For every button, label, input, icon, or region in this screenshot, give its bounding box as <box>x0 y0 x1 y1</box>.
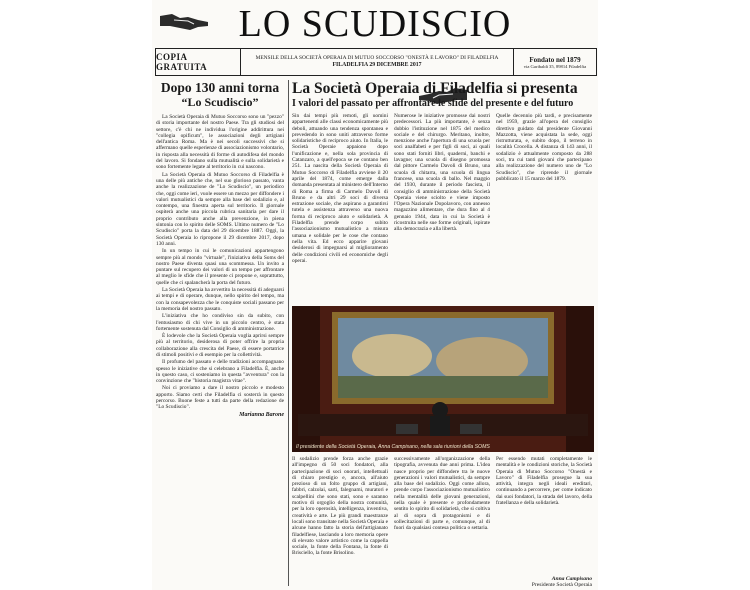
paragraph: Il profumo del passato e delle tradizioni accompagnano spesso le iniziative che si celebrano a Filadelfia. È, anche in questo caso, ci sosteniamo in questa "avventura" con la convinzione che "historia magistra vitae". <box>156 359 284 385</box>
meeting-room-image <box>292 306 594 452</box>
left-article-signature: Marianna Barone <box>239 411 284 418</box>
paragraph: La Società Operaia ha avvertito la necessità di adeguarsi ai tempi e di operare, dunque, nello spirito del tempo, ma con la consapevolezza che le conquiste sociali passano per la memoria del nostro passato. <box>156 287 284 312</box>
masthead <box>152 2 598 46</box>
main-article-columns <box>292 113 594 301</box>
publisher-line: MENSILE DELLA SOCIETÀ OPERAIA DI MUTUO SOCCORSO "ONESTÀ E LAVORO" DI FILADELFIA <box>255 55 499 61</box>
bottom-columns <box>292 456 594 576</box>
photo-caption: Il presidente della Società Operaia, Anna Campisano, nella sala riunioni della SOMS <box>296 444 490 450</box>
article-photo <box>292 306 594 452</box>
paragraph: L'iniziativa che ho condiviso sin da subito, con l'entusiasmo di chi vive in un piccolo centro, è stata fortemente sostenuta dal Consiglio di amministrazione. <box>156 313 284 332</box>
left-article-subtitle: “Lo Scudiscio” <box>181 95 259 109</box>
left-article <box>156 80 284 590</box>
paragraph: In un tempo in cui le comunicazioni appartengono sempre più al mondo "virtuale", l'iniziativa della Soms del nostro Paese diventa quasi una scommessa. Un invito a puntare sul recupero dei valori di un tempo per affrontare al meglio le sfide che il presente ci propone e, soprattutto, quelle che ci spalancherà la porta del futuro. <box>156 248 284 286</box>
article-column: Sin dai tempi più remoti, gli uomini appartenenti alle classi economicamente più deboli, attuando una tendenza spontanea e prevedendo in sono uniti attraverso forme solidaristiche di reciproco aiuto. In Italia, le Società Operaie appaiono dopo l'unificazione e, nella sola provincia di Catanzaro, a quell'epoca se ne contano ben 251. La nascita della Società Operaia di Mutuo Soccorso di Filadelfia avviene il 20 aprile del 1874, come emerge dalla domanda presentata al ministero dell'Interno di Roma a firma di Carmelo Davoli di Bruno e da altri 29 soci di diversa estrazione sociale, che aspirano a garantirsi tutela e assistenza attraverso una nuova forma di reciproco aiuto e solidarietà. A Filadelfia prende corpo subito l'associazionismo mutualistico a misura umana e solidale per le cose che contano nella vita. Ed ecco apparire giovani desiderosi di impegnarsi al miglioramento delle condizioni civili ed economiche degli operai. <box>292 113 388 264</box>
left-article-title: Dopo 130 anni torna <box>160 80 280 95</box>
main-article-signature <box>482 576 592 588</box>
article-column: Il sodalizio prende forza anche grazie all'impegno di 50 soci fondatori, alla partecipazione di soci onorari, intellettuali di chiaro prestigio e, ancora, all'aiuto prezioso di un folto gruppo di artigiani, fabbri, calzolai, sarti, falegnami, muratori e scalpellini che sono stati, sono e saranno motivo di orgoglio della nostra comunità, per la loro operosità, intelligenza, inventiva, creatività e arte. Le più grandi maestranze locali sono transitate nella Società Operaia e alcune hanno fatto la storia dell'artigianato filadelfiese, lasciando a loro memoria opere di elevato valore artistico come la cappella sociale, la fonte della Fontana, la fonte di Brisciello, la fonte Brisolino. <box>292 456 388 557</box>
article-column: Quelle decennio più tardi, e precisamente nel 1959, grazie all'opera del consiglio direttivo guidato dal presidente Giovanni Mazzotta, viene acquistata la sede, oggi ristrutturata, e, subito dopo, il terreno in località Crocella. A distanza di 143 anni, il sodalizio è attualmente composto da 288 soci, tra cui tanti giovani che partecipano alla realizzazione del numero uno de "Lo Scudiscio", che riprende il giornale pubblicato il 15 marzo del 1879. <box>496 113 592 182</box>
paragraph: La Società Operaia di Mutuo Soccorso sono un "pezzo" di storia importante del nostro Paese. Tra gli studiosi del settore, c'è chi ne individua l'origine addirittura nei "collegia opificum", le associazioni degli artigiani dell'antica Roma. Ma è nei secoli successivi che si affermano quelle esperienze di associazionismo volontario, in risposta alla necessità di forme di autodifesa del mondo del lavoro. Si fondano sulla mutualità e sulla solidarietà e sono fortemente legate al territorio in cui nascono. <box>156 114 284 171</box>
column-divider <box>288 80 289 586</box>
signature-role: Presidente Società Operaia <box>531 582 592 588</box>
founded-label: Fondato nel 1879 <box>529 55 581 64</box>
newspaper-page <box>152 0 598 590</box>
issue-date: FILADELFIA 29 DICEMBRE 2017 <box>332 62 422 68</box>
publication-info <box>241 49 514 75</box>
article-column: successivamente all'organizzazione della tipografia, avvenuta due anni prima. L'idea nasce proprio per diffondere tra le nuove generazioni i valori mutualistici, da sempre alla base del sodalizio. Oggi come allora, prende corpo l'associazionismo mutualistico nella mentalità delle giovani generazioni, nella quale è presente e profondamente sentito lo spirito di solidarietà, che si coltiva al di sopra di protagonismi e di sollecitazioni di parte e, comunque, al di fuori da qualsiasi contesa politica o settaria. <box>394 456 490 532</box>
info-bar <box>155 48 597 76</box>
article-column: Numerose le iniziative promosse dai nostri predecessori. La più importante, è senza dubbio l'istituzione nel 1875 del medico sociale e del chirurgo. Meritano, inoltre, menzione anche l'apertura di una scuola per soci analfabeti e per figli di soci, ai quali sono stati forniti libri, quaderni, banchi e lavagne; una scuola di disegno promossa dal pittore Carmelo Davoli di Bruno, una scuola di chitarra, una scuola di lingua francese, una scuola di ballo. Nel maggio del 1930, durante il periodo fascista, il consiglio di amministrazione della Società Operaia viene sciolto e viene imposto l'Opera Nazionale Dopolavoro, con annesso magazzino alimentare, che dura fino al 4 gennaio 1944, data in cui la Società è ricostruita nelle sue forme originali, ispirate alla democrazia e alla libertà. <box>394 113 490 233</box>
paragraph: È lodevole che la Società Operaia voglia aprirsi sempre più al territorio, desiderosa di poter offrire la propria collaborazione alla crescita del Paese, di essere portatrice di stimoli positivi e di esempio per la collettività. <box>156 333 284 358</box>
founded-box <box>514 49 596 75</box>
article-column: Per essendo mutati completamente le mentalità e le condizioni storiche, la Società Operaia di Mutuo Soccorso "Onestà e Lavoro" di Filadelfia prosegue la sua attività, integra negli ideali ereditari, continuando a percorrere, per come indicato dai suoi fondatori, la strada del lavoro, della fratellanza e della solidarietà. <box>496 456 592 507</box>
main-article-subtitle: I valori del passato per affrontare le sfide del presente e del futuro <box>292 98 574 109</box>
main-article-title: La Società Operaia di Filadelfia si presenta <box>292 80 578 97</box>
signature-name: Anna Campisano <box>551 576 592 582</box>
address-label: via Garibaldi 35, 89814 Filadelfia <box>523 63 587 69</box>
paragraph: La Società Operaia di Mutuo Soccorso di Filadelfia è una delle più antiche che, nel suo glorioso passato, vanta anche la realizzazione de "Lo Scudiscio", un periodico che, oggi come ieri, vuole essere un mezzo per diffondere i valori mutualistici da sempre alla base del sodalizio e, al contempo, una finestra aperta sul territorio. Il giornale ospiterà anche una piccola rubrica sanitaria per dare il proprio contributo anche alla prevenzione, in piena sintonia con lo spirito delle SOMS. Ultimo numero de "Lo Scudiscio" porta la data del 29 dicembre 1887. Oggi, la Società Operaia lo ripropone il 29 dicembre 2017, dopo 130 anni. <box>156 171 284 247</box>
main-article <box>292 80 594 301</box>
left-article-body <box>156 114 284 411</box>
newspaper-title: LO SCUDISCIO <box>238 3 512 45</box>
paragraph: Noi ci proviamo a dare il nostro piccolo e modesto apporto. Siamo certi che Filadelfia ci sosterrà in questo percorso. Buone feste a tutti da parte della redazione de "Lo Scudiscio". <box>156 385 284 411</box>
free-copy-label: COPIA GRATUITA <box>156 49 241 75</box>
